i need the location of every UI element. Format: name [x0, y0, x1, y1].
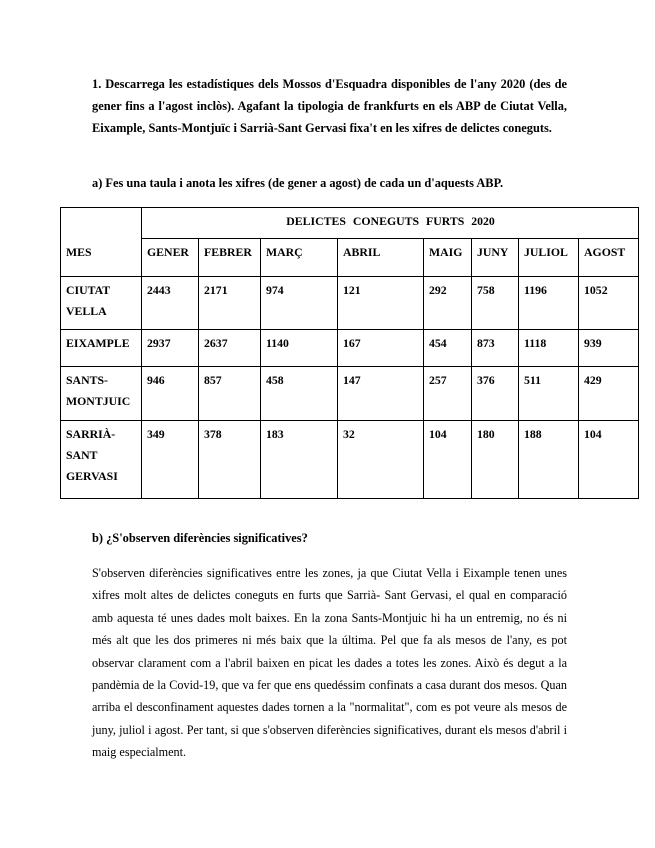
month-header: MAIG — [424, 239, 472, 277]
month-header: AGOST — [579, 239, 639, 277]
table-header-row — [61, 239, 639, 277]
table-cell: 292 — [424, 277, 472, 330]
table-cell: 857 — [199, 367, 261, 421]
table-cell: 873 — [472, 330, 519, 367]
month-header: JULIOL — [519, 239, 579, 277]
table-row — [61, 277, 639, 330]
question-b-text: b) ¿S'observen diferències significatives? — [92, 531, 308, 545]
answer-b-paragraph: S'observen diferències significatives entre les zones, ja que Ciutat Vella i Eixample tenen unes xifres molt altes de delictes coneguts en furts que Sarrià- Sant Gervasi, el qual en comparació amb aquesta té unes dades molt baixes. En la zona Sants-Montjuic hi ha un entremig, no és ni més alt que les dos primeres ni més baix que la última. Pel que fa als mesos de l'any, es pot observar clarament com a l'abril baixen en picat les dades a totes les zones. Això és degut a la pandèmia de la Covid-19, que va fer que ens quedéssim confinats a casa durant dos mesos. Quan arriba el desconfinament aquestes dades tornen a la "normalitat", com es pot veure als mesos de juny, juliol i agost. Per tant, si que s'observen diferències significatives, durant els mesos d'abril i maig especialment. — [92, 566, 567, 760]
row-label: CIUTAT VELLA — [61, 277, 142, 330]
table-cell: 121 — [338, 277, 424, 330]
table-cell: 2443 — [142, 277, 199, 330]
table-cell: 946 — [142, 367, 199, 421]
question-1-text: 1. Descarrega les estadístiques dels Mossos d'Esquadra disponibles de l'any 2020 (des de gener fins a l'agost inclòs). Agafant la tipologia de frankfurts en els ABP de Ciutat Vella, Eixample, Sants-Montjuïc i Sarrià-Sant Gervasi fixa't en les xifres de delictes coneguts. — [92, 77, 567, 135]
row-label: SARRIÀ-SANT GERVASI — [61, 421, 142, 499]
month-header-label: MES — [61, 239, 142, 277]
table-cell: 104 — [424, 421, 472, 499]
table-cell: 1140 — [261, 330, 338, 367]
table-cell: 2937 — [142, 330, 199, 367]
table-cell: 429 — [579, 367, 639, 421]
crime-statistics-table — [60, 207, 639, 499]
table-cell: 188 — [519, 421, 579, 499]
table-cell: 180 — [472, 421, 519, 499]
table-cell: 974 — [261, 277, 338, 330]
table-cell: 758 — [472, 277, 519, 330]
table-row — [61, 421, 639, 499]
table-cell: 257 — [424, 367, 472, 421]
table-cell: 1196 — [519, 277, 579, 330]
table-title: DELICTES CONEGUTS FURTS 2020 — [142, 208, 639, 239]
table-cell: 511 — [519, 367, 579, 421]
table-corner-cell — [61, 208, 142, 239]
month-header: GENER — [142, 239, 199, 277]
table-cell: 349 — [142, 421, 199, 499]
month-header: FEBRER — [199, 239, 261, 277]
table-row — [61, 367, 639, 421]
table-title-row — [61, 208, 639, 239]
table-cell: 1052 — [579, 277, 639, 330]
month-header: MARÇ — [261, 239, 338, 277]
table-cell: 32 — [338, 421, 424, 499]
table-cell: 458 — [261, 367, 338, 421]
table-cell: 167 — [338, 330, 424, 367]
table-cell: 1118 — [519, 330, 579, 367]
table-cell: 104 — [579, 421, 639, 499]
month-header: ABRIL — [338, 239, 424, 277]
question-a-text: a) Fes una taula i anota les xifres (de gener a agost) de cada un d'aquests ABP. — [92, 176, 504, 190]
table-cell: 939 — [579, 330, 639, 367]
table-cell: 147 — [338, 367, 424, 421]
table-cell: 183 — [261, 421, 338, 499]
row-label: EIXAMPLE — [61, 330, 142, 367]
row-label: SANTS-MONTJUIC — [61, 367, 142, 421]
table-cell: 376 — [472, 367, 519, 421]
table-cell: 454 — [424, 330, 472, 367]
table-cell: 2171 — [199, 277, 261, 330]
table-row — [61, 330, 639, 367]
table-cell: 2637 — [199, 330, 261, 367]
table-cell: 378 — [199, 421, 261, 499]
month-header: JUNY — [472, 239, 519, 277]
